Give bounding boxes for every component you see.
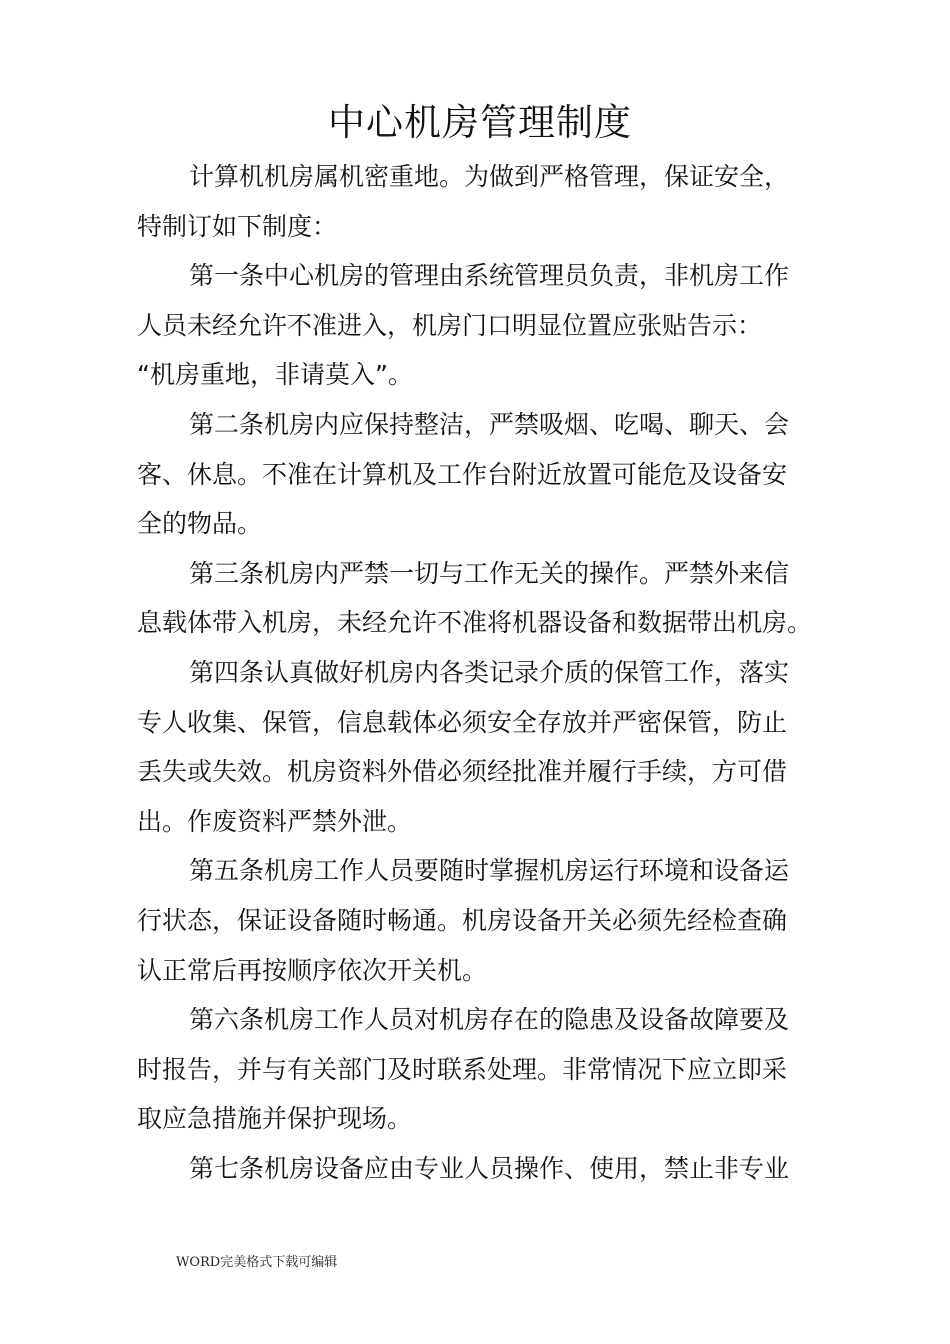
paragraph-line: 特制订如下制度： — [137, 211, 338, 241]
paragraph-line: 第四条认真做好机房内各类记录介质的保管工作，落实 — [189, 657, 790, 687]
paragraph-line: 第三条机房内严禁一切与工作无关的操作。严禁外来信 — [189, 558, 790, 588]
paragraph-line: 客、休息。不准在计算机及工作台附近放置可能危及设备安 — [137, 459, 788, 489]
document-body — [137, 152, 827, 1193]
paragraph-line: 第二条机房内应保持整洁，严禁吸烟、吃喝、聊天、会 — [189, 409, 790, 439]
paragraph-line: 专人收集、保管，信息载体必须安全存放并严密保管，防止 — [137, 707, 788, 737]
paragraph-line: 行状态，保证设备随时畅通。机房设备开关必须先经检查确 — [137, 905, 788, 935]
paragraph — [137, 549, 827, 648]
paragraph-line: 息载体带入机房，未经允许不准将机器设备和数据带出机房。 — [137, 608, 813, 638]
paragraph — [137, 1144, 827, 1194]
paragraph-line: 出。作废资料严禁外泄。 — [137, 806, 413, 836]
paragraph — [137, 846, 827, 995]
paragraph-line: 人员未经允许不准进入，机房门口明显位置应张贴告示： — [137, 310, 763, 340]
paragraph — [137, 648, 827, 846]
paragraph-line: 认正常后再按顺序依次开关机。 — [137, 955, 488, 985]
paragraph-line: 第一条中心机房的管理由系统管理员负责，非机房工作 — [189, 261, 790, 291]
paragraph-line: 时报告，并与有关部门及时联系处理。非常情况下应立即采 — [137, 1054, 788, 1084]
paragraph — [137, 400, 827, 549]
paragraph-line: 计算机机房属机密重地。为做到严格管理，保证安全， — [189, 162, 790, 191]
paragraph-line: 取应急措施并保护现场。 — [137, 1104, 413, 1134]
paragraph-line: 全的物品。 — [137, 509, 263, 539]
paragraph-line: 第五条机房工作人员要随时掌握机房运行环境和设备运 — [189, 856, 790, 886]
page-footer: WORD完美格式下载可编辑 — [176, 1255, 338, 1270]
paragraph — [137, 995, 827, 1144]
paragraph — [137, 152, 827, 251]
paragraph-line: 丢失或失效。机房资料外借必须经批准并履行手续，方可借 — [137, 757, 788, 787]
paragraph — [137, 251, 827, 400]
paragraph-line: 第六条机房工作人员对机房存在的隐患及设备故障要及 — [189, 1005, 790, 1035]
paragraph-line: “机房重地，非请莫入”。 — [137, 360, 413, 390]
paragraph-line: 第七条机房设备应由专业人员操作、使用，禁止非专业 — [189, 1153, 790, 1183]
document-title: 中心机房管理制度 — [328, 101, 632, 144]
